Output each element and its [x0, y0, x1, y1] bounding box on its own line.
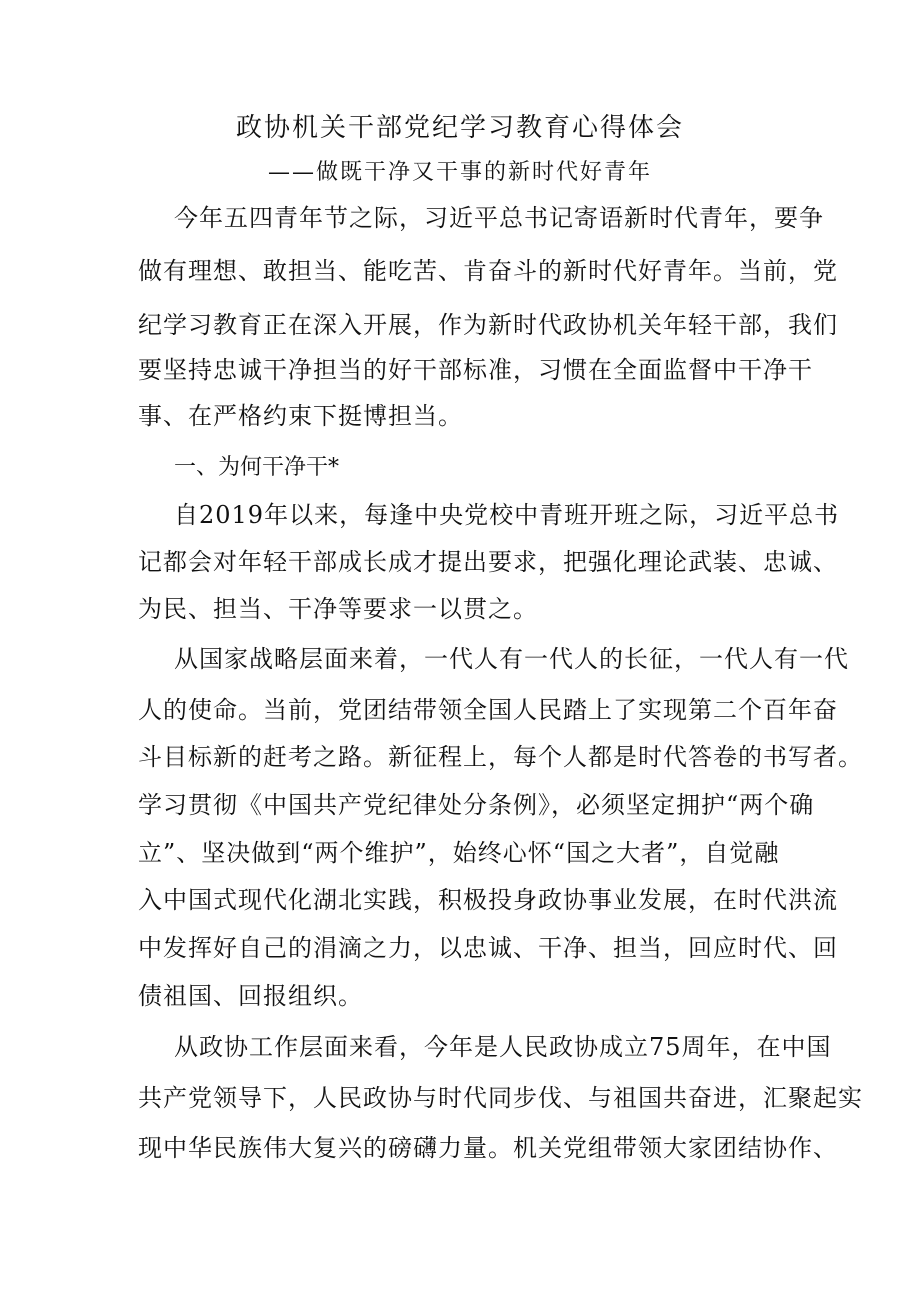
paragraph-line: 自2019年以来，每逢中央党校中青班开班之际，习近平总书 [174, 501, 840, 529]
paragraph-line: 斗目标新的赶考之路。新征程上，每个人都是时代答卷的书写者。 [138, 743, 863, 771]
paragraph-line: 从国家战略层面来着，一代人有一代人的长征，一代人有一代 [174, 645, 849, 673]
section-heading: 一、为何干净干* [174, 455, 340, 480]
paragraph-line: 事、在严格约束下挺博担当。 [138, 402, 463, 430]
paragraph-line: 做有理想、敢担当、能吃苦、肯奋斗的新时代好青年。当前，党 [138, 257, 838, 285]
paragraph-line: 债祖国、回报组织。 [138, 982, 363, 1010]
paragraph-line: 从政协工作层面来看，今年是人民政协成立75周年，在中国 [174, 1033, 832, 1061]
paragraph-line: 学习贯彻《中国共产党纪律处分条例》，必须坚定拥护“两个确 [138, 791, 815, 819]
paragraph-line: 今年五四青年节之际，习近平总书记寄语新时代青年，要争 [174, 204, 824, 232]
paragraph-line: 要坚持忠诚干净担当的好干部标准，习惯在全面监督中干净干 [138, 356, 813, 384]
paragraph-line: 现中华民族伟大复兴的磅礴力量。机关党组带领大家团结协作、 [138, 1134, 838, 1162]
paragraph-line: 记都会对年轻干部成长成才提出要求，把强化理论武装、忠诚、 [138, 548, 838, 576]
paragraph-line: 纪学习教育正在深入开展，作为新时代政协机关年轻干部，我们 [138, 311, 838, 339]
paragraph-line: 为民、担当、干净等要求一以贯之。 [138, 595, 538, 623]
paragraph-line: 立”、坚决做到“两个维护”，始终心怀“国之大者”，自觉融 [138, 839, 780, 867]
page-subtitle: ——做既干净又干事的新时代好青年 [267, 160, 652, 185]
paragraph-line: 共产党领导下，人民政协与时代同步伐、与祖国共奋进，汇聚起实 [138, 1084, 863, 1112]
paragraph-line: 中发挥好自己的涓滴之力，以忠诚、干净、担当，回应时代、回 [138, 934, 838, 962]
paragraph-line: 入中国式现代化湖北实践，积极投身政协事业发展，在时代洪流 [138, 886, 838, 914]
page-title: 政协机关干部党纪学习教育心得体会 [235, 113, 684, 143]
paragraph-line: 人的使命。当前，党团结带领全国人民踏上了实现第二个百年奋 [138, 696, 838, 724]
